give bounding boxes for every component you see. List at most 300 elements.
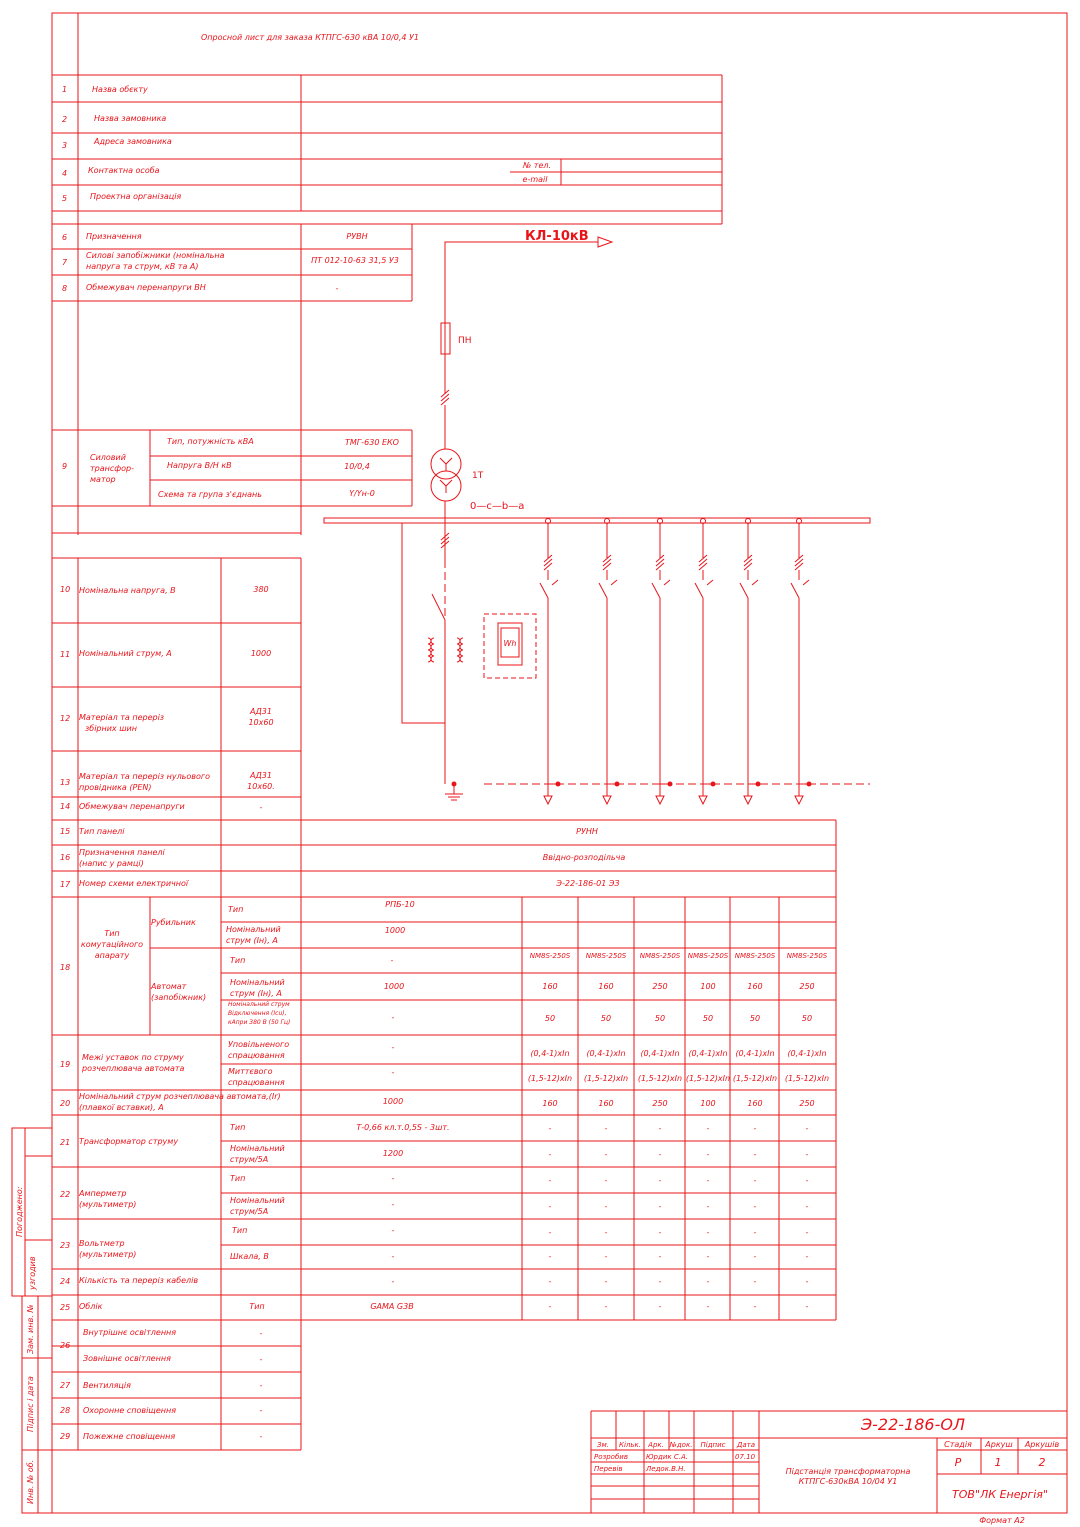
feeder-cell: - [548,1277,552,1286]
header-title: Опросной лист для заказа КТПГС-630 кВА 10/0,4 У1 [200,33,420,42]
svg-text:-: - [335,284,339,293]
feeder-cell: NM8S-250S [585,952,627,960]
svg-text:кАпри 380 В (50 Гц): кАпри 380 В (50 Гц) [228,1019,291,1026]
svg-text:напруга та струм, кВ та А): напруга та струм, кВ та А) [86,262,199,271]
svg-text:Номінальний: Номінальний [230,978,285,987]
tick [744,563,752,570]
single-line-schematic [324,237,870,800]
feeder-cell: - [753,1150,757,1159]
feeder-cell: 50 [600,1014,612,1023]
row-label: Назва обєкту [92,85,148,94]
feeder-cell: 50 [654,1014,666,1023]
feeder-cell: (0,4-1)хIn [787,1049,827,1058]
feeder-cell: (1,5-12)хIn [583,1074,629,1083]
svg-text:16: 16 [60,853,71,862]
svg-text:Тип: Тип [230,1174,246,1183]
phase-label: 0—c—b—a [470,501,525,512]
lv-rows [60,585,275,812]
svg-text:Формат А2: Формат А2 [979,1516,1025,1525]
feeder-cell: - [706,1150,710,1159]
svg-text:Y/Yн-0: Y/Yн-0 [349,489,375,498]
svg-text:22: 22 [60,1190,71,1199]
svg-text:провідника (PEN): провідника (PEN) [79,783,152,792]
svg-text:ТМГ-630 ЕКО: ТМГ-630 ЕКО [345,438,399,447]
title-block-text [594,1415,1059,1525]
svg-text:10х60: 10х60 [248,718,274,727]
svg-text:КТПГС-630кВА 10/04 У1: КТПГС-630кВА 10/04 У1 [798,1477,898,1486]
svg-text:трансфор-: трансфор- [90,464,134,473]
svg-text:Матеріал та переріз нульового: Матеріал та переріз нульового [79,772,210,781]
svg-text:Тип, потужність кВА: Тип, потужність кВА [167,437,254,446]
feeder-cell: - [805,1176,809,1185]
svg-text:Номінальний: Номінальний [230,1196,285,1205]
svg-text:Обмежувач перенапруги: Обмежувач перенапруги [79,802,185,811]
svg-text:Миттєвого: Миттєвого [228,1067,273,1076]
feeder-line [695,519,715,805]
feeder-cell: - [658,1302,662,1311]
feeder-cell: - [658,1150,662,1159]
svg-text:-: - [391,1252,395,1261]
breaker-mark [552,580,558,585]
svg-text:Силові запобіжники (номінальна: Силові запобіжники (номінальна [86,251,225,260]
feeder-cell: - [658,1252,662,1261]
feeder-cell: - [805,1252,809,1261]
feeder-cell: (0,4-1)хIn [688,1049,728,1058]
feeder-cell: (0,4-1)хIn [735,1049,775,1058]
svg-text:19: 19 [60,1060,71,1069]
svg-text:-: - [259,1381,263,1390]
svg-text:РУВН: РУВН [346,232,368,241]
svg-text:Тип: Тип [249,1302,265,1311]
breaker-contact [695,583,703,598]
svg-text:Межі уставок по струму: Межі уставок по струму [82,1053,184,1062]
feeder-cell: NM8S-250S [786,952,828,960]
svg-text:Напруга В/Н кВ: Напруга В/Н кВ [167,461,232,470]
panel-rows [60,827,625,1312]
feeder-cell: - [658,1228,662,1237]
svg-text:Тип: Тип [230,1123,246,1132]
feeder-line [791,519,811,805]
svg-text:Обмежувач перенапруги ВН: Обмежувач перенапруги ВН [86,283,206,292]
tick [656,563,664,570]
tick [544,563,552,570]
cable-end-arrow [744,796,752,804]
feeder-cell: 100 [700,982,716,991]
cable-end-arrow [699,796,707,804]
svg-text:7: 7 [62,258,68,267]
feeder-cell: 160 [542,982,558,991]
feeder-cell: - [805,1277,809,1286]
cable-end-arrow [656,796,664,804]
svg-text:Автомат: Автомат [151,982,187,991]
tick [744,559,752,566]
svg-text:28: 28 [60,1406,71,1415]
feeder-cell: 160 [542,1099,558,1108]
feeder-cell: 160 [747,1099,763,1108]
feeder-cell: - [548,1302,552,1311]
svg-text:Номер схеми електричної: Номер схеми електричної [79,879,189,888]
svg-text:380: 380 [253,585,269,594]
svg-text:-: - [391,1200,395,1209]
svg-text:Ввідно-розподільча: Ввідно-розподільча [542,853,626,862]
svg-text:Номінальний: Номінальний [226,925,281,934]
svg-text:Аркушів: Аркушів [1024,1440,1060,1449]
svg-text:-: - [259,1329,263,1338]
svg-text:24: 24 [60,1277,71,1286]
svg-text:Амперметр: Амперметр [79,1189,127,1198]
svg-text:комутаційного: комутаційного [80,940,144,949]
feeder-cell: - [604,1252,608,1261]
svg-text:спрацювання: спрацювання [228,1078,285,1087]
feeder-cell: (0,4-1)хIn [640,1049,680,1058]
breaker-mark [803,580,809,585]
svg-text:(плавкої вставки), А: (плавкої вставки), А [79,1103,164,1112]
svg-text:Пожежне сповіщення: Пожежне сповіщення [83,1432,176,1441]
svg-text:узгодив: узгодив [28,1256,37,1290]
tick [699,559,707,566]
svg-text:Инв. № об.: Инв. № об. [26,1459,35,1504]
svg-text:23: 23 [60,1241,71,1250]
breaker-mark [752,580,758,585]
tick [656,559,664,566]
feeder-line [599,519,619,805]
feeder-cell: - [604,1124,608,1133]
row-num: 1 [62,85,68,94]
feeder-cell: (1,5-12)хIn [527,1074,573,1083]
feeder-cell: - [805,1202,809,1211]
feeder-cell: - [805,1302,809,1311]
feeder-cell: 160 [747,982,763,991]
svg-text:Підпис: Підпис [700,1441,726,1449]
email-label: e-mail [522,175,548,184]
svg-text:9: 9 [62,462,68,471]
svg-text:ПТ 012-10-63 31,5 У3: ПТ 012-10-63 31,5 У3 [311,256,399,265]
drawing-code: Э-22-186-ОЛ [860,1415,966,1434]
svg-text:1000: 1000 [383,982,405,991]
svg-text:спрацювання: спрацювання [228,1051,285,1060]
svg-text:Зм.: Зм. [597,1441,609,1449]
svg-text:Шкала, В: Шкала, В [230,1252,269,1261]
svg-text:Юрдик С.А.: Юрдик С.А. [646,1453,688,1461]
svg-text:Номінальний струм, А: Номінальний струм, А [79,649,172,658]
feeder-cell: - [805,1150,809,1159]
svg-text:(напис у рамці): (напис у рамці) [79,859,144,868]
feeder-cell: - [706,1124,710,1133]
transformer-label: 1Т [472,471,484,481]
feeder-cell: - [706,1252,710,1261]
side-stamp-labels [15,1186,37,1504]
feeder-cell: - [706,1228,710,1237]
svg-text:Погоджено:: Погоджено: [15,1186,24,1237]
svg-text:11: 11 [60,650,71,659]
feeder-cell: - [753,1277,757,1286]
svg-text:Тип: Тип [104,929,120,938]
tick [795,559,803,566]
breaker-contact [599,583,607,598]
feeder-cell: - [548,1176,552,1185]
feeder-cell: 50 [749,1014,761,1023]
svg-text:Рубильник: Рубильник [151,918,196,927]
feeder-cell: (0,4-1)хIn [530,1049,570,1058]
feeder-cell: - [658,1277,662,1286]
breaker-contact [791,583,799,598]
row-label: Адреса замовника [94,137,172,146]
svg-text:Стадія: Стадія [944,1440,972,1449]
svg-text:(мультиметр): (мультиметр) [79,1250,137,1259]
svg-text:Номінальний: Номінальний [230,1144,285,1153]
svg-text:Зам. инв. №: Зам. инв. № [26,1304,35,1354]
svg-text:-: - [259,1355,263,1364]
feeder-cell: - [548,1202,552,1211]
transformer-rows [62,437,399,499]
meter-label: Wh [503,639,517,648]
feeder-cell: - [706,1176,710,1185]
svg-text:-: - [391,1043,395,1052]
svg-text:Номінальний струм: Номінальний струм [228,1001,290,1008]
svg-text:20: 20 [60,1099,71,1108]
panel-feeder-cells [528,952,829,1311]
svg-text:-: - [390,956,394,965]
svg-text:Призначення: Призначення [86,232,142,241]
breaker-mark [611,580,617,585]
svg-text:Аркуш: Аркуш [985,1440,1013,1449]
feeder-cell: - [706,1277,710,1286]
cable-end-arrow [795,796,803,804]
svg-text:14: 14 [60,802,71,811]
svg-text:Тип: Тип [230,956,246,965]
svg-text:-: - [391,1068,395,1077]
svg-text:1: 1 [994,1456,1002,1469]
feeder-cell: (1,5-12)хIn [732,1074,778,1083]
feeder-cell: - [805,1228,809,1237]
feeder-cell: 250 [799,982,815,991]
tick [544,559,552,566]
svg-text:Внутрішнє освітлення: Внутрішнє освітлення [83,1328,177,1337]
breaker-contact [652,583,660,598]
svg-text:07.10: 07.10 [735,1453,756,1461]
svg-text:матор: матор [90,475,116,484]
feeder-cell: - [706,1202,710,1211]
svg-text:Ледок.В.Н.: Ледок.В.Н. [646,1465,686,1473]
row-label: Контактна особа [88,166,160,175]
svg-text:25: 25 [60,1303,71,1312]
svg-text:29: 29 [60,1432,71,1441]
row-num: 5 [62,194,68,203]
feeder-line [540,519,560,805]
svg-text:17: 17 [60,880,71,889]
svg-text:Розробив: Розробив [594,1453,628,1461]
svg-text:Облік: Облік [79,1302,103,1311]
row-label: Проектна організація [90,192,182,201]
row-num: 3 [62,141,68,150]
svg-text:РПБ-10: РПБ-10 [385,900,415,909]
svg-text:Вентиляція: Вентиляція [83,1381,131,1390]
svg-text:Відключення (Icu),: Відключення (Icu), [228,1010,287,1017]
svg-text:GAMA G3B: GAMA G3B [370,1302,414,1311]
svg-text:Номінальна напруга, В: Номінальна напруга, В [79,586,176,595]
feeder-cell: - [658,1176,662,1185]
svg-text:Р: Р [954,1456,962,1469]
svg-text:10: 10 [60,585,71,594]
feeder-cell: - [706,1302,710,1311]
svg-text:Підстанція трансформаторна: Підстанція трансформаторна [785,1467,911,1476]
tick [699,563,707,570]
svg-text:Силовий: Силовий [90,453,126,462]
svg-text:Призначення панелі: Призначення панелі [79,848,165,857]
breaker-contact [740,583,748,598]
svg-text:15: 15 [60,827,71,836]
info-table-lines [52,75,722,224]
feeder-cell: - [604,1176,608,1185]
svg-text:Э-22-186-01 ЭЗ: Э-22-186-01 ЭЗ [556,879,620,888]
svg-text:АД31: АД31 [250,771,272,780]
svg-text:21: 21 [60,1138,71,1147]
svg-text:Охоронне сповіщення: Охоронне сповіщення [83,1406,177,1415]
svg-text:10/0,4: 10/0,4 [344,462,370,471]
svg-text:1000: 1000 [382,1097,404,1106]
feeder-cell: 50 [702,1014,714,1023]
svg-text:струм/5А: струм/5А [230,1155,269,1164]
feeder-cell: - [604,1277,608,1286]
feeder-cell: (1,5-12)хIn [637,1074,683,1083]
svg-text:Кільк.: Кільк. [619,1441,641,1449]
feeder-cell: 250 [652,1099,668,1108]
svg-text:струм (Iн), А: струм (Iн), А [230,989,282,998]
svg-text:АД31: АД31 [250,707,272,716]
svg-text:18: 18 [60,963,71,972]
feeder-cell: - [548,1228,552,1237]
feeder-cell: 250 [799,1099,815,1108]
svg-text:2: 2 [1038,1456,1046,1469]
feeder-cell: - [753,1252,757,1261]
svg-text:Кількість та переріз кабелів: Кількість та переріз кабелів [79,1276,199,1285]
svg-text:№док.: №док. [669,1441,693,1449]
feeders [540,519,811,805]
fuse-label: ПН [458,336,472,346]
svg-text:1000: 1000 [384,926,406,935]
svg-text:13: 13 [60,778,71,787]
svg-text:збірних шин: збірних шин [85,724,137,733]
company-name: ТОВ"ЛК Енергія" [952,1488,1048,1501]
svg-text:(запобіжник): (запобіжник) [151,993,207,1002]
feeder-cell: - [548,1150,552,1159]
svg-text:Т-0,66 кл.т.0,5S - 3шт.: Т-0,66 кл.т.0,5S - 3шт. [356,1123,450,1132]
feeder-cell: - [604,1202,608,1211]
lv-table-lines [52,558,836,1450]
cable-end-arrow [544,796,552,804]
svg-text:-: - [391,1277,395,1286]
tick [603,559,611,566]
svg-text:Матеріал та переріз: Матеріал та переріз [79,713,165,722]
svg-text:8: 8 [62,284,68,293]
svg-text:26: 26 [60,1341,71,1350]
feeder-cell: NM8S-250S [639,952,681,960]
svg-text:Номінальний струм розчеплювача: Номінальний струм розчеплювача автомата,(Ir) [79,1092,281,1101]
tick [795,563,803,570]
feeder-cell: 100 [700,1099,716,1108]
svg-text:Трансформатор струму: Трансформатор струму [79,1137,179,1146]
feeder-cell: NM8S-250S [529,952,571,960]
svg-text:Тип: Тип [228,905,244,914]
feeder-line [652,519,672,805]
svg-text:27: 27 [60,1381,71,1390]
svg-text:Підпис і дата: Підпис і дата [26,1376,35,1432]
svg-text:-: - [391,1226,395,1235]
svg-text:Схема та група з'єднань: Схема та група з'єднань [158,490,262,499]
feeder-cell: - [753,1202,757,1211]
feeder-cell: NM8S-250S [687,952,729,960]
svg-text:апарату: апарату [94,951,130,960]
svg-text:-: - [391,1174,395,1183]
feeder-cell: 160 [598,982,614,991]
svg-text:Тип панелі: Тип панелі [79,827,125,836]
feeder-cell: - [604,1150,608,1159]
svg-text:Перевів: Перевів [594,1465,623,1473]
row-num: 2 [62,115,68,124]
svg-text:1000: 1000 [250,649,272,658]
svg-text:6: 6 [62,233,68,242]
svg-text:10х60.: 10х60. [247,782,275,791]
svg-text:(мультиметр): (мультиметр) [79,1200,137,1209]
feeder-cell: - [753,1228,757,1237]
hv-rows [62,232,399,293]
cable-end-arrow [603,796,611,804]
tick [603,563,611,570]
feeder-cell: - [658,1202,662,1211]
svg-text:-: - [259,1432,263,1441]
svg-text:Тип: Тип [232,1226,248,1235]
feeder-cell: - [658,1124,662,1133]
feeder-cell: 50 [801,1014,813,1023]
feeder-cell: - [753,1176,757,1185]
svg-text:1200: 1200 [382,1149,404,1158]
svg-text:струм/5А: струм/5А [230,1207,269,1216]
breaker-contact [540,583,548,598]
feeder-cell: - [548,1124,552,1133]
feeder-line [740,519,760,805]
svg-text:РУНН: РУНН [576,827,598,836]
svg-text:струм (Iн), А: струм (Iн), А [226,936,278,945]
feeder-cell: 250 [652,982,668,991]
feeder-cell: NM8S-250S [734,952,776,960]
svg-text:12: 12 [60,714,71,723]
feeder-cell: (0,4-1)хIn [586,1049,626,1058]
svg-text:Дата: Дата [736,1441,756,1449]
feeder-cell: - [604,1228,608,1237]
row-label: Назва замовника [94,114,167,123]
svg-text:-: - [391,1013,395,1022]
feeder-cell: (1,5-12)хIn [784,1074,830,1083]
feeder-cell: 160 [598,1099,614,1108]
breaker-mark [664,580,670,585]
feeder-cell: - [753,1124,757,1133]
row-num: 4 [62,169,68,178]
feeder-cell: - [753,1302,757,1311]
svg-text:-: - [259,803,263,812]
breaker-mark [707,580,713,585]
feeder-cell: - [548,1252,552,1261]
feeder-cell: - [805,1124,809,1133]
phone-label: № тел. [522,161,552,170]
feeder-cell: - [604,1302,608,1311]
svg-text:розчеплювача автомата: розчеплювача автомата [82,1064,185,1073]
svg-text:Вольтметр: Вольтметр [79,1239,125,1248]
feeder-cell: 50 [544,1014,556,1023]
cable-label: КЛ-10кВ [525,229,589,244]
svg-text:Уповільненого: Уповільненого [228,1040,290,1049]
feeder-cell: (1,5-12)хIn [685,1074,731,1083]
svg-text:-: - [259,1406,263,1415]
